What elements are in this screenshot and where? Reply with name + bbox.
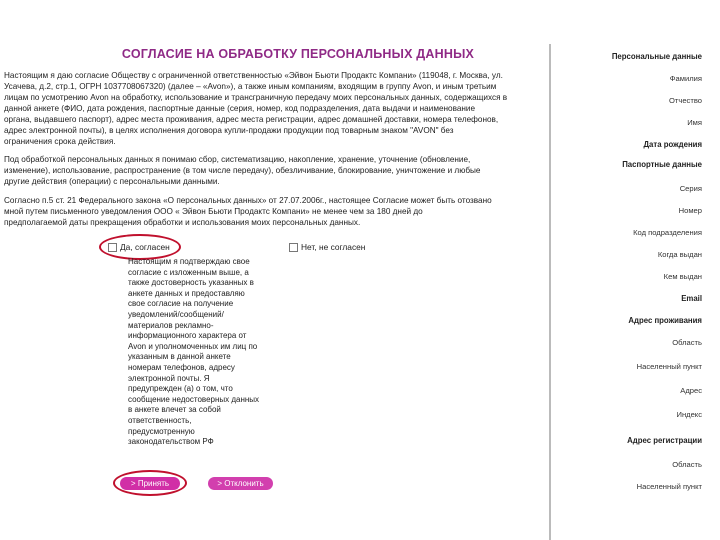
sidebar-section-heading: Дата рождения (643, 140, 702, 149)
text-line: электронной почты. Я (128, 373, 210, 383)
text-line: мной путем письменного уведомления ООО « Эйвон Бьюти Продактс Компани» не менее чем за 180 дней до (4, 207, 423, 216)
text-line: изменение), использование, распространение (в том числе передачу), обезличивание, блокирование, уничтожение и любые (4, 166, 481, 175)
sidebar-field-label: Индекс (676, 410, 702, 419)
text-line: информационного характера от (128, 331, 247, 341)
text-line: ответственность, (128, 415, 192, 425)
form-sections-sidebar (549, 44, 720, 540)
sidebar-field-label: Область (672, 460, 702, 469)
sidebar-section-heading: Адрес регистрации (627, 436, 702, 445)
sidebar-field-label: Когда выдан (657, 250, 702, 259)
sidebar-field-label: Код подразделения (633, 228, 702, 237)
sidebar-field-label: Отчество (668, 96, 702, 105)
sidebar-field-label: Населенный пункт (636, 362, 702, 371)
text-line: данной анкете (ФИО, дата рождения, паспортные данные (серия, номер, код подразделения, дата выдачи и наименование (4, 104, 476, 113)
text-line: ограничения срока действия. (4, 137, 116, 146)
sidebar-field-label: Адрес (680, 386, 702, 395)
decline-button[interactable]: > Отклонить (208, 477, 273, 490)
sidebar-section-heading: Паспортные данные (622, 160, 702, 169)
text-line: предупрежден (а) о том, что (128, 384, 233, 394)
text-line: законодательством РФ (128, 437, 214, 447)
text-line: указанным в данной анкете (128, 352, 231, 362)
disagree-label: Нет, не согласен (301, 242, 366, 252)
disagree-option[interactable] (289, 242, 365, 252)
sidebar-field-label: Фамилия (669, 74, 702, 83)
confirmation-text (128, 257, 268, 448)
sidebar-field-label: Область (672, 338, 702, 347)
revocation-paragraph (4, 195, 544, 228)
processing-definition-paragraph (4, 154, 544, 187)
text-line: Avon и уполномоченных им лиц по (128, 341, 258, 351)
agree-label: Да, согласен (120, 242, 170, 252)
sidebar-field-label: Населенный пункт (636, 482, 702, 491)
text-line: согласие с изложенным выше, а (128, 267, 249, 277)
text-line: также достоверность указанных в (128, 278, 254, 288)
text-line: органа, выдавшего паспорт), адрес места проживания, адрес места регистрации, адрес домашней доставки, номера телефонов, (4, 115, 499, 124)
sidebar-section-heading: Email (681, 294, 702, 303)
consent-paragraph (4, 70, 544, 147)
text-line: в анкете влечет за собой (128, 405, 221, 415)
text-line: лицам по усмотрению Avon на обработку, использование и трансграничную передачу моих персональных данных, содержащихся в (4, 93, 508, 102)
text-line: свое согласие на получение (128, 299, 234, 309)
text-line: анкете данных и предоставляю (128, 288, 245, 298)
text-line: другие действия (операции) с персональными данными. (4, 177, 220, 186)
text-line: Настоящим я подтверждаю свое (128, 257, 250, 266)
text-line: адрес электронной почты), в целях исполнения договора купли-продажи продукции под товарным знаком "AVON" без (4, 126, 454, 135)
disagree-checkbox[interactable] (289, 243, 298, 252)
text-line: уведомлений/сообщений/ (128, 309, 224, 319)
text-line: Настоящим я даю согласие Обществу с ограниченной ответственностью «Эйвон Бьюти Продактс Компани» (119048, г. Москва, ул. (4, 71, 503, 80)
sidebar-field-label: Серия (679, 184, 702, 193)
sidebar-field-label: Кем выдан (663, 272, 702, 281)
sidebar-field-label: Имя (687, 118, 702, 127)
accept-highlight-circle (113, 470, 187, 496)
text-line: Под обработкой персональных данных я понимаю сбор, систематизацию, накопление, хранение, уточнение (обновление, (4, 155, 471, 164)
text-line: номерам телефонов, адресу (128, 362, 235, 372)
page-title: СОГЛАСИЕ НА ОБРАБОТКУ ПЕРСОНАЛЬНЫХ ДАННЫХ (121, 47, 475, 61)
text-line: предусмотренную (128, 426, 195, 436)
sidebar-section-heading: Персональные данные (611, 52, 702, 61)
text-line: материалов рекламно- (128, 320, 214, 330)
sidebar-section-heading: Адрес проживания (628, 316, 702, 325)
text-line: Согласно п.5 ст. 21 Федерального закона «О персональных данных» от 27.07.2006г., настоящее Согласие может быть отозвано (4, 196, 492, 205)
accept-button[interactable]: > Принять (120, 477, 180, 490)
sidebar-field-label: Номер (678, 206, 702, 215)
text-line: Усачева, д.2, стр.1, ОГРН 1037708067320) (далее – «Avon»), а также иным компаниям, входящим в группу Avon, и иным третьим (4, 82, 497, 91)
text-line: предполагаемой даты прекращения обработки и использования моих персональных данных. (4, 218, 361, 227)
text-line: сообщение недостоверных данных (128, 394, 260, 404)
